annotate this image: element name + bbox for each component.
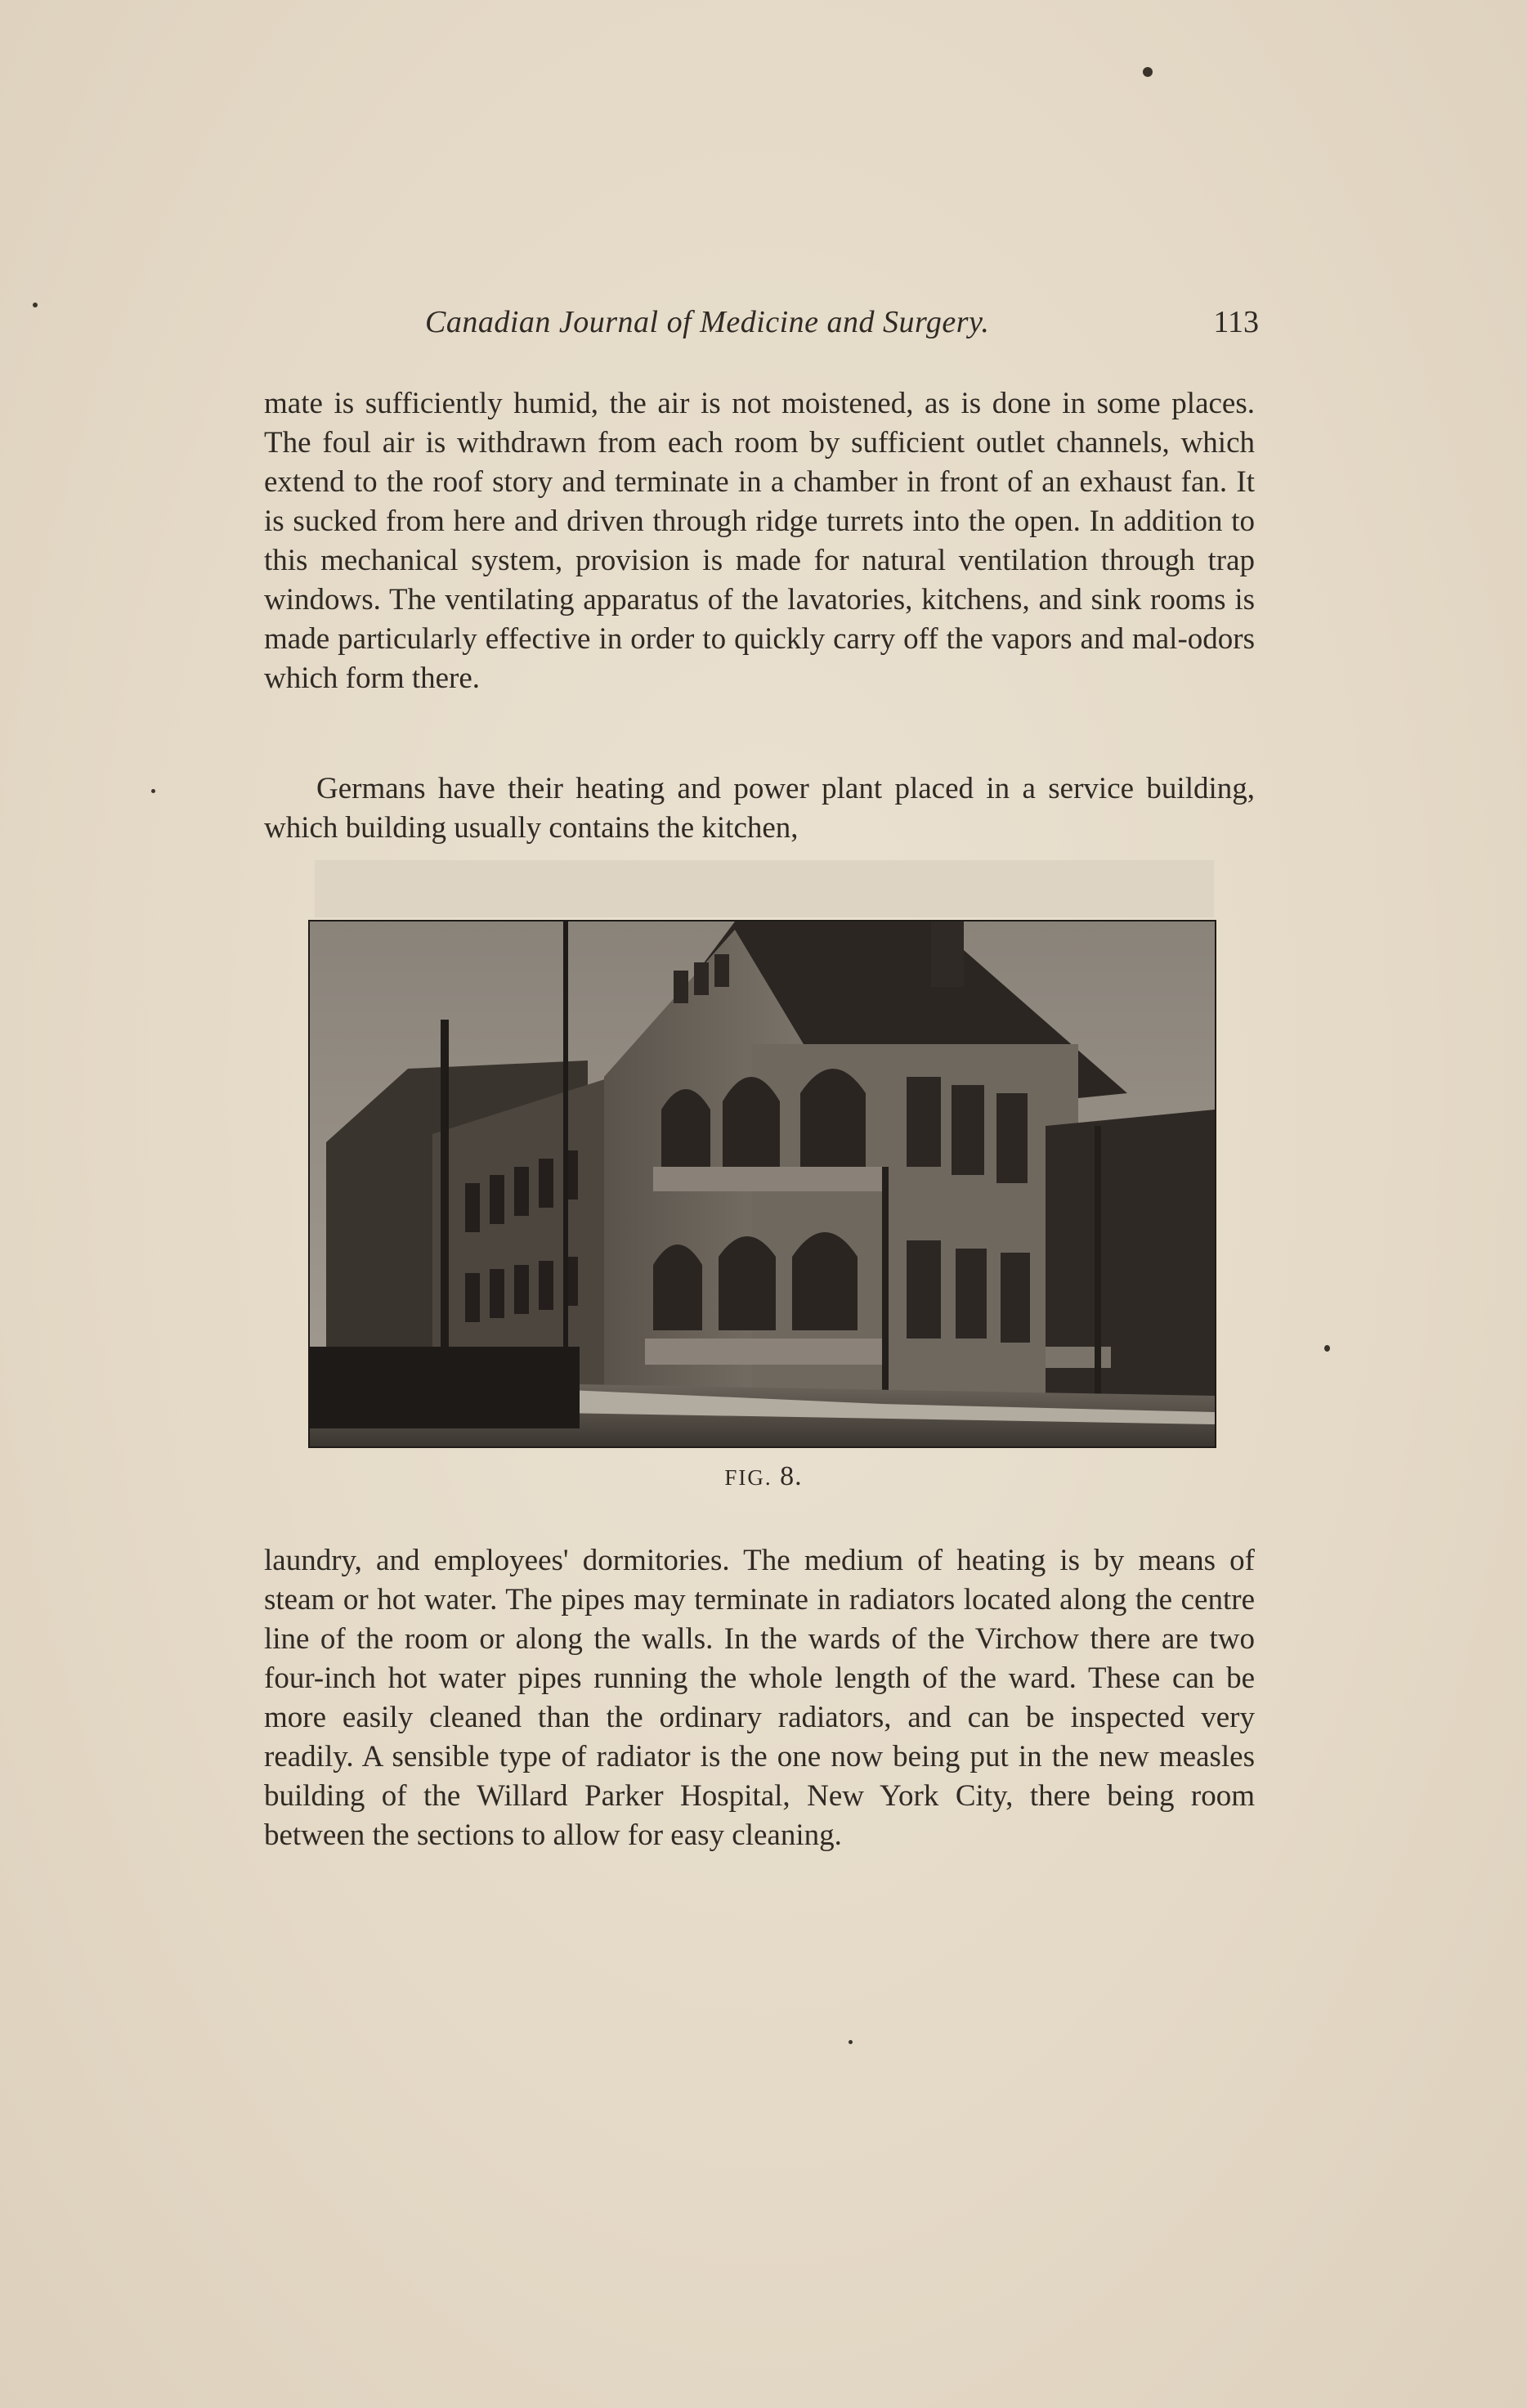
paragraph-1-text: mate is sufficiently humid, the air is not moistened, as is done in some places. The foul air is withdrawn from each room by sufficient outlet channels, which extend to the roof story and terminate in a chamber in front of an exhaust fan. It is sucked from here and driven through ridge turrets into the open. In addition to this mechanical system, provision is made for natural ventilation through trap windows. The ventilating apparatus of the lavatories, kitchens, and sink rooms is made particularly effective in order to quickly carry off the vapors and mal-odors which form there.: [264, 387, 1255, 695]
paragraph-3: [264, 1541, 1255, 1855]
paragraph-1: [264, 384, 1255, 698]
figure-caption: [0, 1461, 1527, 1492]
building-photograph: [308, 920, 1216, 1448]
paragraph-3-text: laundry, and employees' dormitories. The medium of heating is by means of steam or hot water. The pipes may terminate in radiators located along the centre line of the room or along the walls. In the wards of the Virchow there are two four-inch hot water pipes running the whole length of the ward. These can be more easily cleaned than the ordinary radiators, and can be inspected very readily. A sensible type of radiator is the one now being put in the new measles building of the Willard Parker Hospital, New York City, there being room between the sections to allow for easy cleaning.: [264, 1544, 1255, 1852]
paper-speck: [1324, 1345, 1330, 1352]
paper-speck: [1143, 67, 1153, 77]
running-header: [425, 304, 1259, 353]
paragraph-2-text: Germans have their heating and power plant placed in a service building, which building usually contains the kitchen,: [264, 772, 1255, 845]
figure-top-margin: [315, 860, 1214, 917]
paragraph-2: [264, 769, 1255, 848]
figure-caption-number: 8.: [780, 1461, 803, 1491]
paper-speck: [849, 2040, 853, 2044]
page-number: 113: [1213, 305, 1259, 339]
journal-title: Canadian Journal of Medicine and Surgery.: [425, 305, 990, 339]
paper-speck: [33, 303, 38, 307]
figure-caption-label: FIG.: [724, 1465, 772, 1490]
paper-speck: [151, 789, 155, 793]
building-photograph-image: [310, 921, 1215, 1446]
